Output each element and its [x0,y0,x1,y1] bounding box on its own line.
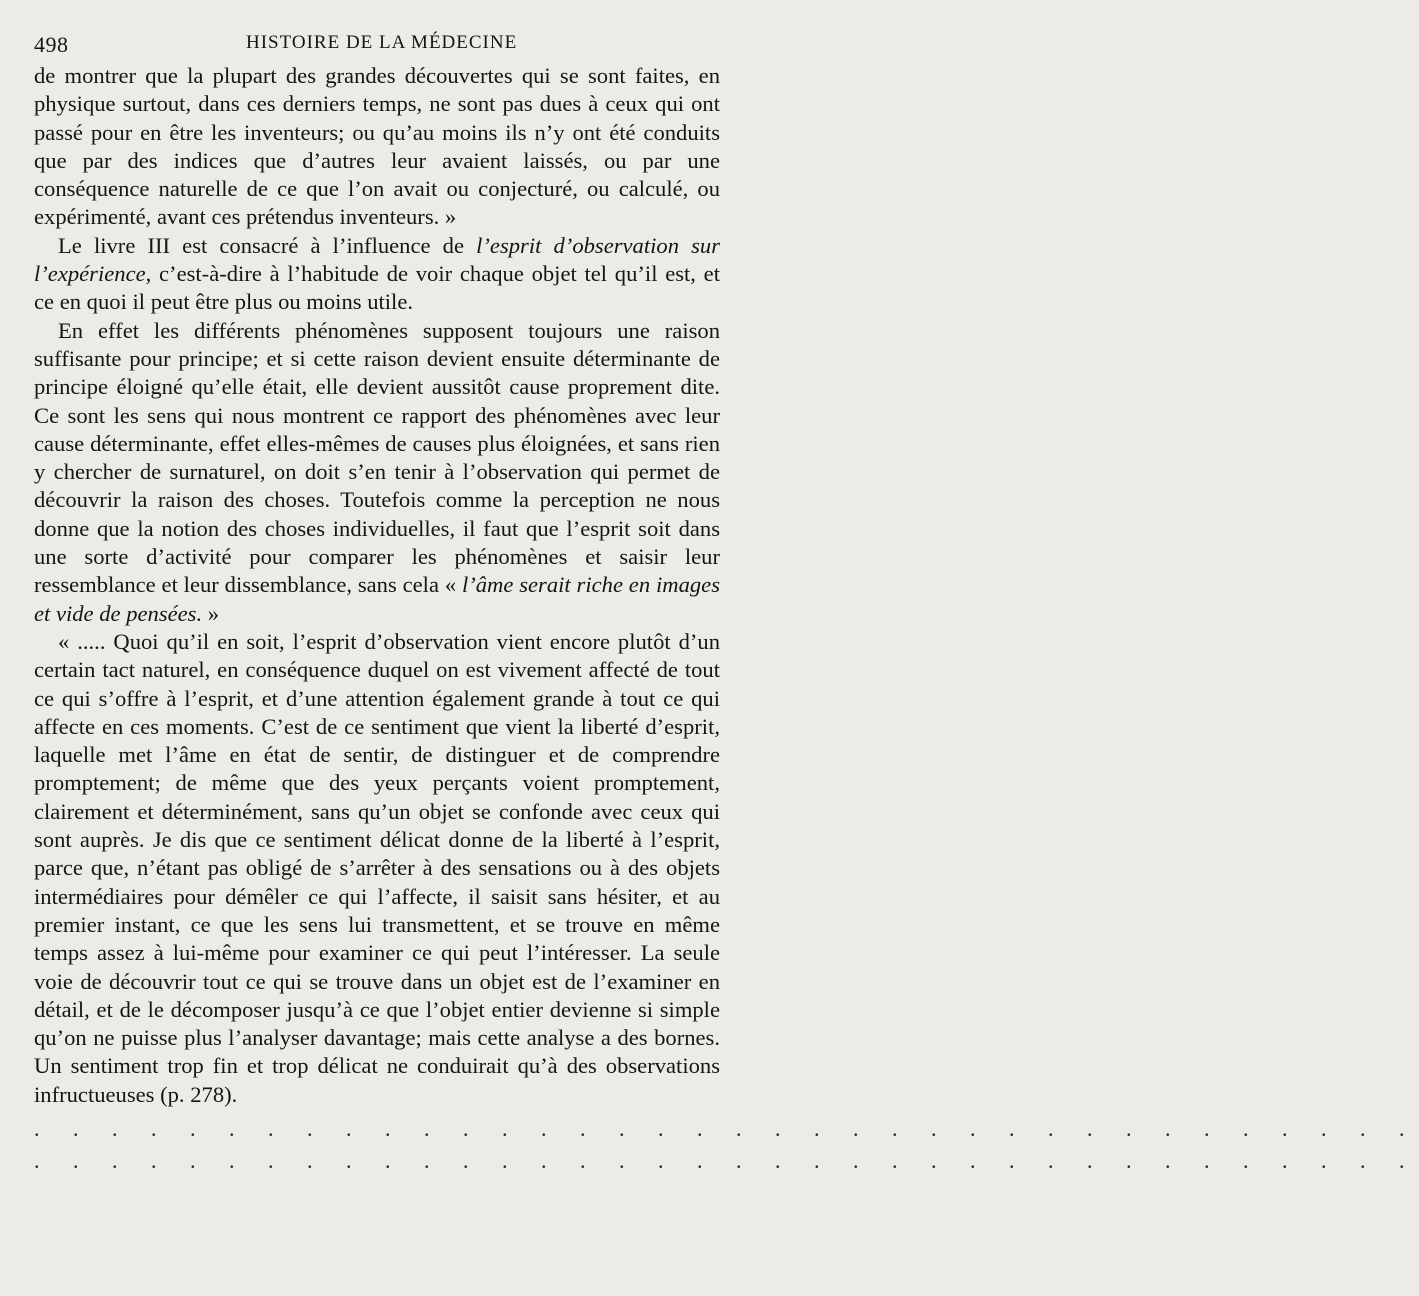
ellipsis-line-1: . . . . . . . . . . . . . . . . . . . . . . . . . . . . . . . . . . . . [34,1115,1419,1141]
paragraph-3-text-c: » [202,600,220,626]
running-title: HISTOIRE DE LA MÉDECINE [246,32,518,53]
paragraph-2-italic: l’esprit d’observation sur l’expérience [34,232,720,287]
paragraph-2 [34,232,720,317]
page-header [34,28,720,62]
paragraph-2-text-c: , c’est-à-dire à l’habitude de voir chaque objet tel qu’il est, et ce en quoi il peut être plus ou moins utile. [34,261,720,315]
ellipsis-line-2: . . . . . . . . . . . . . . . . . . . . . . . . . . . . . . . . . . . . [34,1147,1419,1173]
paragraph-4-quotation: « ..... Quoi qu’il en soit, l’esprit d’observation vient encore plutôt d’un certain tact naturel, en conséquence duquel on est vivement affecté de tout ce qui s’offre à l’esprit, et d’une attention également grande à tout ce qui affecte en ces moments. C’est de ce sentiment que vient la liberté d’esprit, laquelle met l’âme en état de sentir, de distinguer et de comprendre promptement; de même que des yeux perçants voient promptement, clairement et déterminément, sans qu’un objet se confonde avec ceux qui sont auprès. Je dis que ce sentiment délicat donne de la liberté à l’esprit, parce que, n’étant pas obligé de s’arrêter à des sensations ou à des objets intermédiaires pour démêler ce qui l’affecte, il saisit sans hésiter, et au premier instant, ce que les sens lui transmettent, et se trouve en même temps assez à lui-même pour examiner ce qui peut l’intéresser. La seule voie de découvrir tout ce qui se trouve dans un objet est de l’examiner en détail, et de le décomposer jusqu’à ce que l’objet entier devienne si simple qu’on ne puisse plus l’analyser davantage; mais cette analyse a des bornes. Un sentiment trop fin et trop délicat ne conduirait qu’à des observations infructueuses (p. 278). [34,628,720,1107]
paragraph-3 [34,317,720,628]
paragraph-3-text-a: En effet les différents phénomènes supposent toujours une raison suffisante pour principe; et si cette raison devient ensuite déterminante de principe éloigné qu’elle était, elle devient aussitôt cause proprement dite. Ce sont les sens qui nous montrent ce rapport des phénomènes avec leur cause déterminante, effet elles-mêmes de causes plus éloignées, et sans rien y chercher de surnaturel, on doit s’en tenir à l’observation qui permet de découvrir la raison des choses. Toutefois comme la perception ne nous donne que la notion des choses individuelles, il faut que l’esprit soit dans une sorte d’activité pour comparer les phénomènes et saisir leur ressemblance et leur dissemblance, sans cela « [34,317,720,598]
paragraph-2-text-a: Le livre III est consacré à l’influence de [58,232,477,258]
paragraph-3-italic-quote: l’âme serait riche en images et vide de pensées. [34,572,720,626]
body-text [34,62,720,1109]
page-number: 498 [34,32,69,57]
paragraph-1: de montrer que la plupart des grandes découvertes qui se sont faites, en physique surtout, dans ces derniers temps, ne sont pas dues à ceux qui ont passé pour en être les inventeurs; ou qu’au moins ils n’y ont été conduits que par des indices que d’autres leur avaient laissés, ou par une conséquence naturelle de ce que l’on avait ou conjecturé, ou calculé, ou expérimenté, avant ces prétendus inventeurs. » [34,63,720,230]
